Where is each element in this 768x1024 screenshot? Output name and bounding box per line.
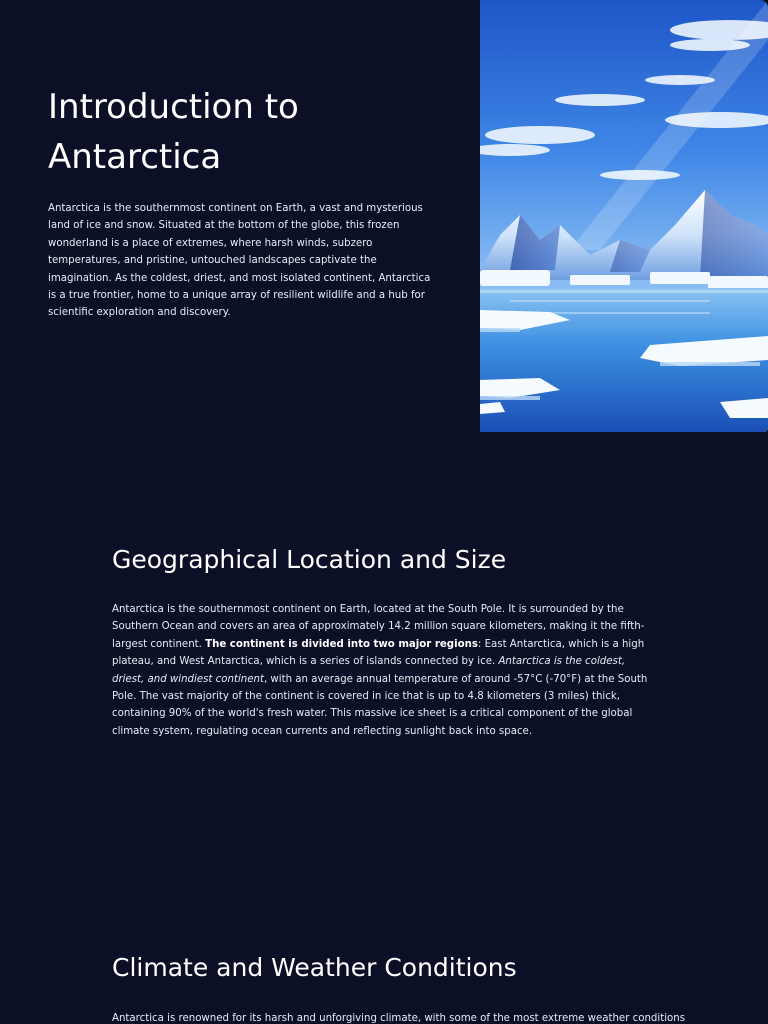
climate-paragraph: Antarctica is renowned for its harsh and unforgiving climate, with some of the most extreme weather conditions [112, 1013, 686, 1024]
geography-text-3: , with an average annual temperature of around -57°C (-70°F) at the South Pole. The vast majority of the continent is covered in ice that is up to 4.8 kilometers (3 miles) thick, containing 90% of the world's fresh water. This massive ice sheet is a critical component of the global climate system, regulating ocean currents and reflecting sunlight back into space. [112, 673, 648, 737]
geography-text-1: Antarctica is the southernmost continent on Earth, located at the South Pole. It is surrounded by the Southern Ocean and covers an area of approximately 14.2 million square kilometers, making it the fifth-largest continent. [112, 604, 645, 650]
geography-bold-text: The continent is divided into two major regions [205, 638, 478, 650]
intro-paragraph: Antarctica is the southernmost continent on Earth, a vast and mysterious land of ice and snow. Situated at the bottom of the globe, this frozen wonderland is a place of extremes, where harsh winds, subzero temperatures, and pristine, untouched landscapes captivate the imagination. As the coldest, driest, and most isolated continent, Antarctica is a true frontier, home to a unique array of resilient wildlife and a hub for scientific exploration and discovery. [48, 203, 431, 319]
geography-heading: Geographical Location and Size [112, 545, 507, 574]
geography-paragraph [112, 601, 657, 740]
antarctica-landscape-image [480, 0, 768, 432]
geography-italic-text: Antarctica is the coldest, driest, and windiest continent [112, 656, 626, 685]
climate-heading: Climate and Weather Conditions [112, 953, 517, 982]
intro-title: Introduction to Antarctica [48, 87, 299, 177]
geography-text-2: : East Antarctica, which is a high plateau, and West Antarctica, which is a series of islands connected by ice. [112, 638, 645, 668]
